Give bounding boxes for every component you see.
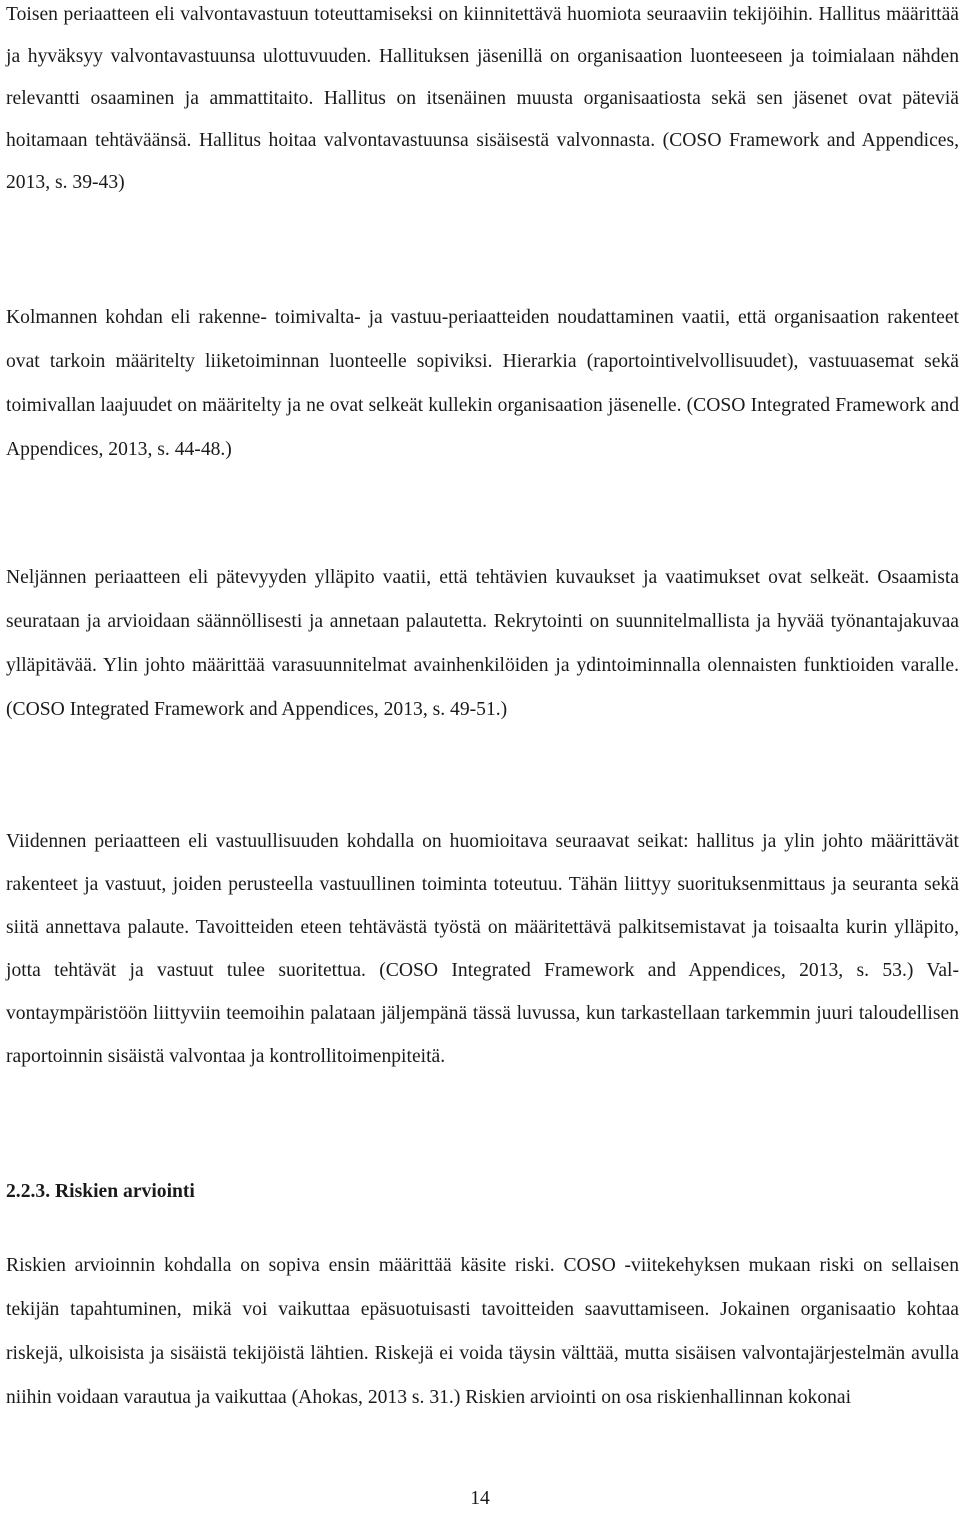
page-number: 14: [470, 1488, 490, 1509]
paragraph-oversight-responsibility: Toisen periaatteen eli valvontavastuun toteuttamiseksi on kiinnitettävä huomiota seuraaviin tekijöihin. Hallitus määrittää ja hyväksyy valvontavastuunsa ulottuvuuden. Hallituksen jäsenillä on organisaation luonteeseen ja toimialaan nähden relevantti osaaminen ja ammattitaito. Hallitus on itsenäinen muusta organisaatiosta sekä sen jäsenet ovat päteviä hoitamaan tehtäväänsä. Hallitus hoitaa valvontavastuunsa sisäisestä valvonnasta. (COSO Framework and Appendices, 2013, s. 39-43): [6, 4, 959, 193]
paragraph-accountability: Viidennen periaatteen eli vastuullisuuden kohdalla on huomioitava seuraavat seikat: hallitus ja ylin johto määrittävät rakenteet ja vastuut, joiden perusteella vastuullinen toiminta toteutuu. Tähän liittyy suorituksenmittaus ja seuranta sekä siitä annettava palaute. Tavoitteiden eteen tehtävästä työstä on määritettävä palkitsemistavat ja toisaalta kurin ylläpito, jotta tehtävät ja vastuut tulee suoritettua. (COSO Integrated Framework and Appendices, 2013, s. 53.) Valvontaympäristöön liittyviin teemoihin palataan jäljempänä tässä luvussa, kun tarkastellaan tarkemmin juuri taloudellisen raportoinnin sisäistä valvontaa ja kontrollitoimenpiteitä.: [6, 831, 959, 1067]
section-heading: 2.2.3. Riskien arviointi: [6, 1181, 195, 1202]
paragraph-competence: Neljännen periaatteen eli pätevyyden ylläpito vaatii, että tehtävien kuvaukset ja vaatimukset ovat selkeät. Osaamista seurataan ja arvioidaan säännöllisesti ja annetaan palautetta. Rekrytointi on suunnitelmallista ja hyvää työnantajakuvaa ylläpitävää. Ylin johto määrittää varasuunnitelmat avainhenkilöiden ja ydintoiminnalla olennaisten funktioiden varalle. (COSO Integrated Framework and Appendices, 2013, s. 49-51.): [6, 567, 959, 720]
paragraph-risk-assessment: Riskien arvioinnin kohdalla on sopiva ensin määrittää käsite riski. COSO -viitekehyksen mukaan riski on sellaisen tekijän tapahtuminen, mikä voi vaikuttaa epäsuotuisasti tavoitteiden saavuttamiseen. Jokainen organisaatio kohtaa riskejä, ulkoisista ja sisäistä tekijöistä lähtien. Riskejä ei voida täysin välttää, mutta sisäisen valvontajärjestelmän avulla niihin voidaan varautua ja vaikuttaa (Ahokas, 2013 s. 31.) Riskien arviointi on osa riskienhallinnan kokonai: [6, 1255, 959, 1408]
paragraph-structure-authority: Kolmannen kohdan eli rakenne- toimivalta- ja vastuu-periaatteiden noudattaminen vaatii, että organisaation rakenteet ovat tarkoin määritelty liiketoiminnan luonteelle sopiviksi. Hierarkia (raportointivelvollisuudet), vastuuasemat sekä toimivallan laajuudet on määritelty ja ne ovat selkeät kullekin organisaation jäsenelle. (COSO Integrated Framework and Appendices, 2013, s. 44-48.): [6, 307, 959, 460]
